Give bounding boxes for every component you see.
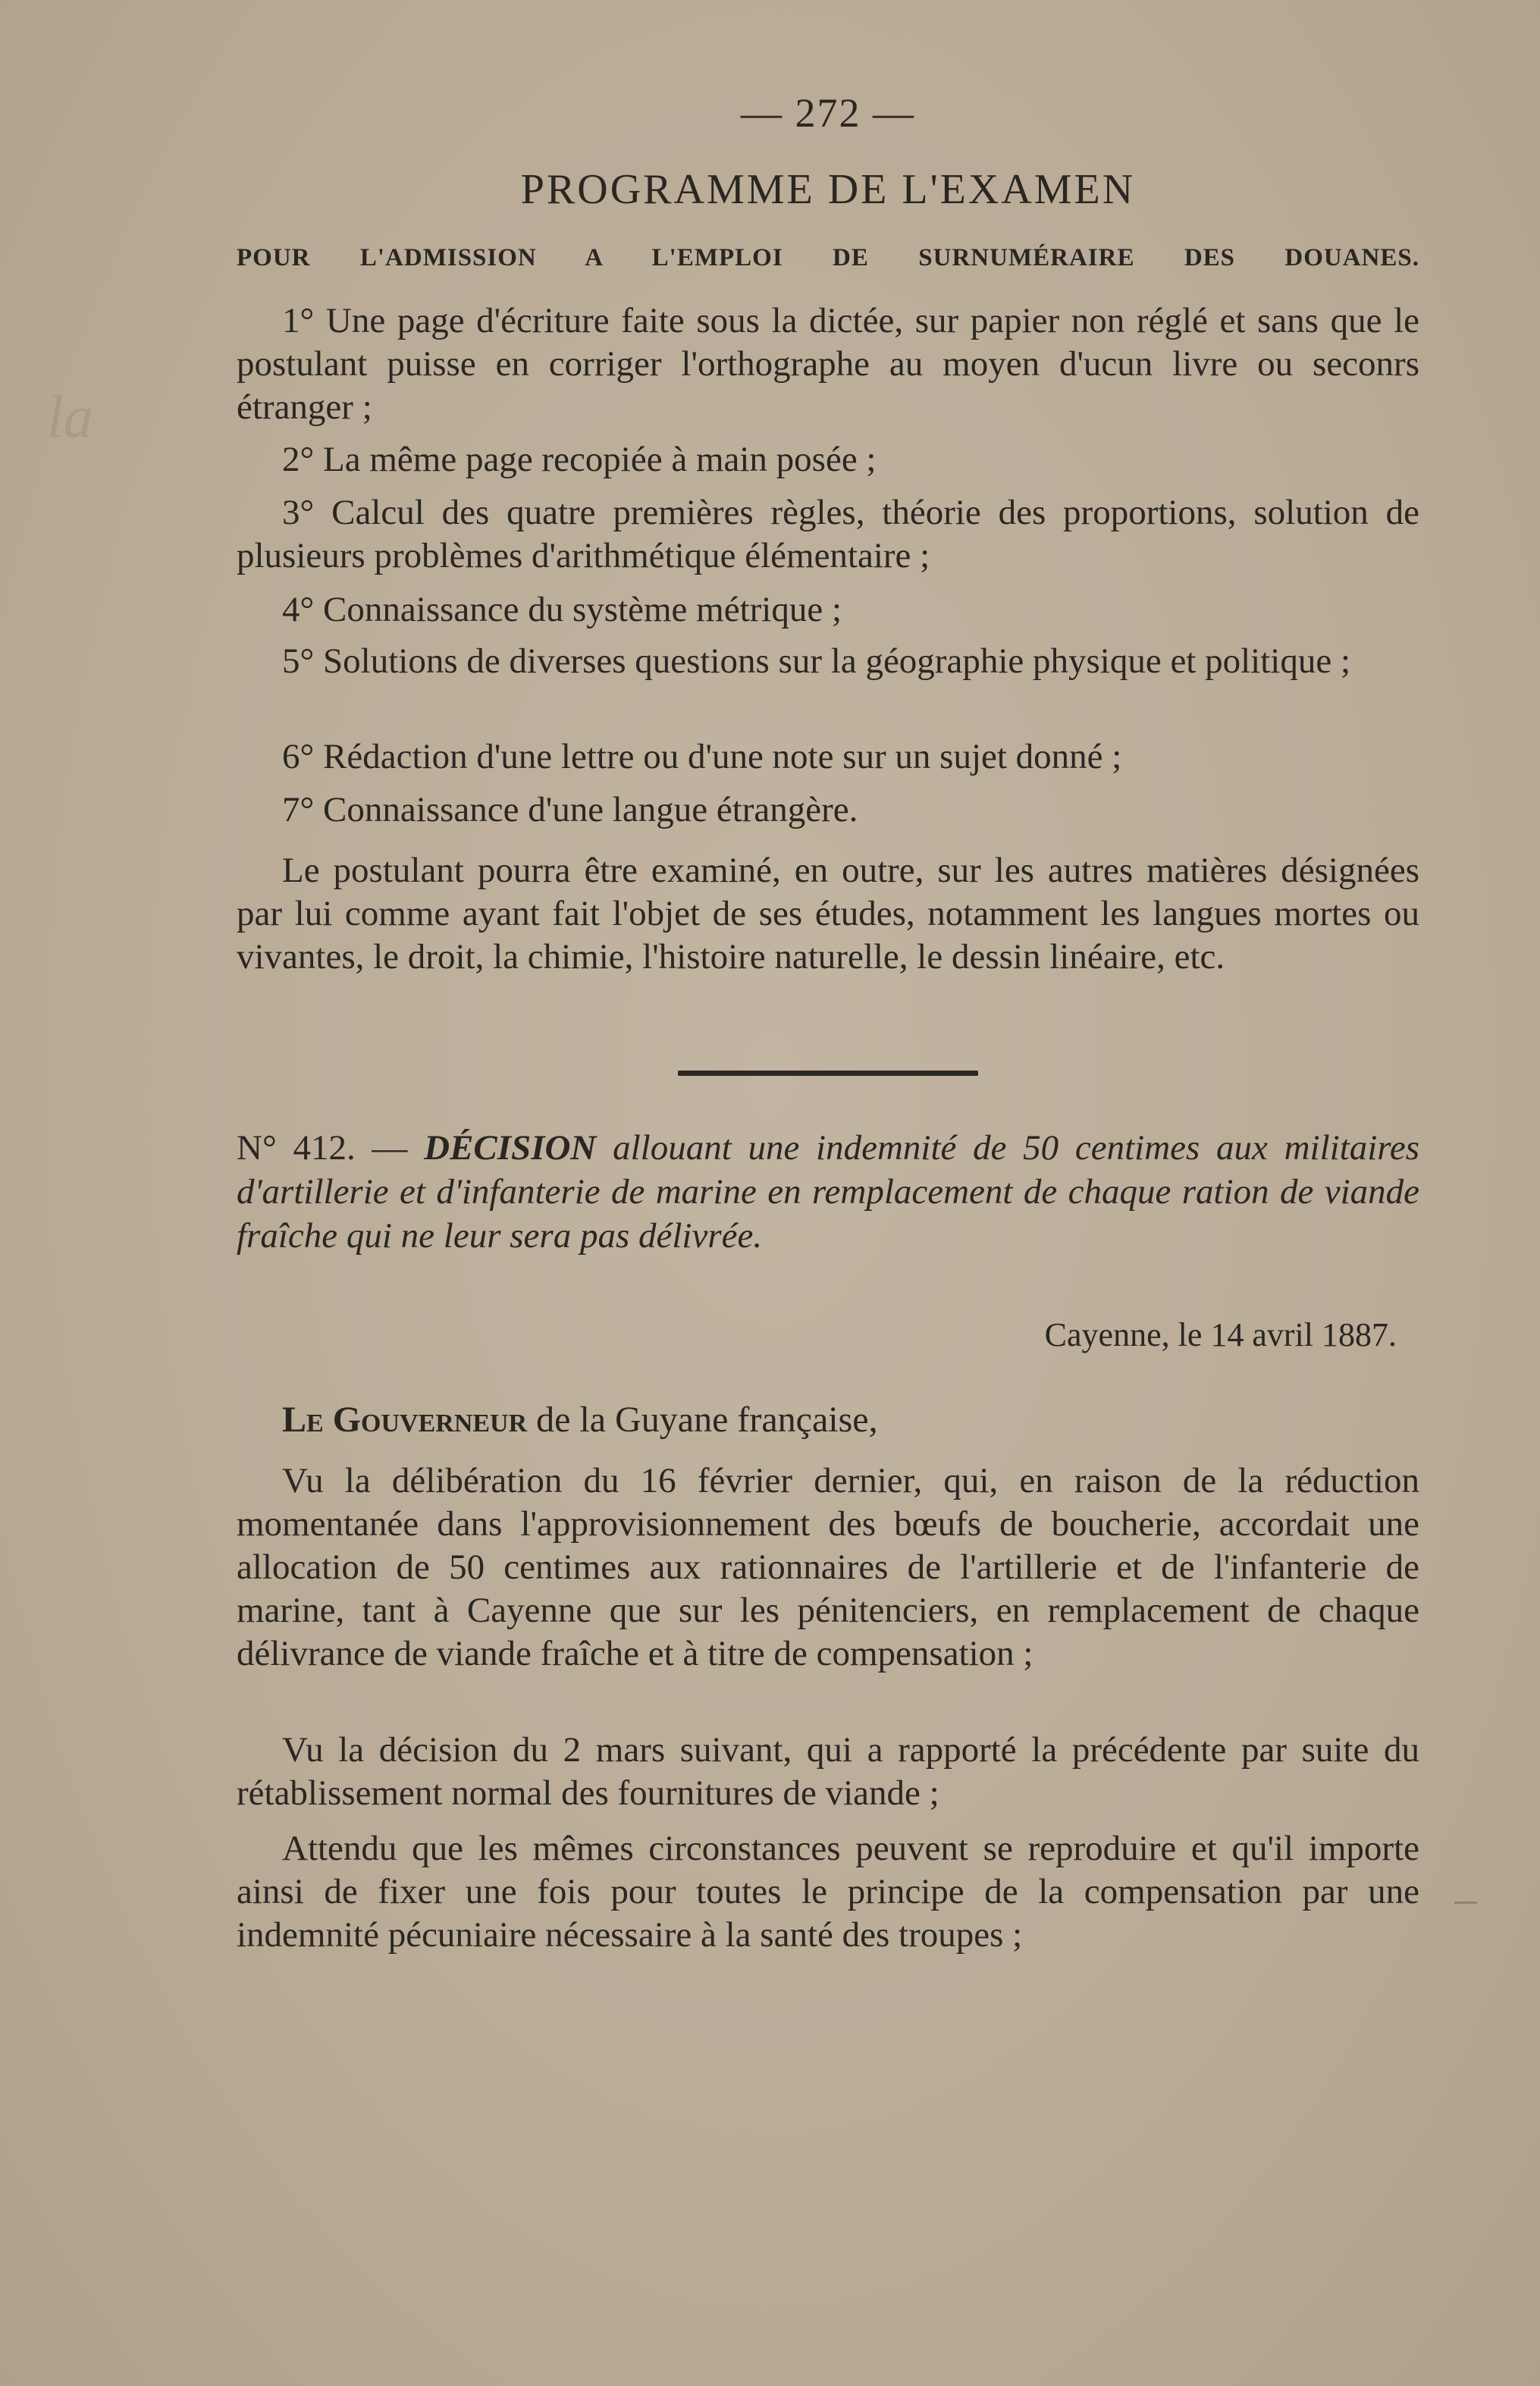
page-title: PROGRAMME DE L'EXAMEN xyxy=(520,166,1136,213)
list-item-3: 3° Calcul des quatre premières règles, théorie des proportions, solution de plusieurs problèmes d'arithmétique élémentaire ; xyxy=(237,493,1419,575)
paragraph-3: Attendu que les mêmes circonstances peuvent se reproduire et qu'il importe ainsi de fixer une fois pour toutes le principe de la compensation par une indemnité pécuniaire nécessaire à la santé des troupes ; xyxy=(237,1829,1419,1955)
governor-rest: de la Guyane française, xyxy=(536,1400,878,1440)
decision-text: allouant une indemnité de 50 centimes aux militaires d'artillerie et d'infanterie de marine en remplacement de chaque ration de viande fraîche qui ne leur sera pas délivrée. xyxy=(237,1128,1420,1256)
decision-number: N° 412. — xyxy=(237,1128,408,1168)
text-column xyxy=(237,0,1419,2386)
closing-paragraph: Le postulant pourra être examiné, en outre, sur les autres matières désignées par lui comme ayant fait l'objet de ses études, notamment les langues mortes ou vivantes, le droit, la chimie, l'histoire naturelle, le dessin linéaire, etc. xyxy=(237,851,1419,977)
list-item-7: 7° Connaissance d'une langue étrangère. xyxy=(282,790,858,829)
dateline: Cayenne, le 14 avril 1887. xyxy=(1044,1316,1397,1353)
list-item-6: 6° Rédaction d'une lettre ou d'une note sur un sujet donné ; xyxy=(282,737,1122,776)
governor-title: Le Gouverneur xyxy=(282,1400,528,1440)
list-item-1: 1° Une page d'écriture faite sous la dictée, sur papier non réglé et sans que le postulant puisse en corriger l'orthographe au moyen d'ucun livre ou seconrs étranger ; xyxy=(237,301,1419,427)
paragraph-2: Vu la décision du 2 mars suivant, qui a rapporté la précédente par suite du rétablissement normal des fournitures de viande ; xyxy=(237,1730,1419,1813)
list-item-5: 5° Solutions de diverses questions sur la géographie physique et politique ; xyxy=(282,641,1351,681)
list-item-4: 4° Connaissance du système métrique ; xyxy=(282,590,842,629)
margin-dash xyxy=(1454,1902,1477,1904)
paragraph-1: Vu la délibération du 16 février dernier, qui, en raison de la réduction momentanée dans l'approvisionnement des bœufs de boucherie, accordait une allocation de 50 centimes aux rationnaires de l'artillerie et de l'infanterie de marine, tant à Cayenne que sur les pénitenciers, en remplacement de chaque délivrance de viande fraîche et à titre de compensation ; xyxy=(237,1461,1419,1673)
section-divider xyxy=(678,1071,978,1076)
page-number: — 272 — xyxy=(741,90,915,136)
margin-annotation: la xyxy=(47,384,93,450)
decision-word: DÉCISION xyxy=(424,1128,597,1168)
page-subtitle: POUR L'ADMISSION A L'EMPLOI DE SURNUMÉRAIRE DES DOUANES. xyxy=(237,244,1419,271)
decision-heading xyxy=(237,1126,1419,1258)
list-item-2: 2° La même page recopiée à main posée ; xyxy=(282,440,877,479)
governor-line xyxy=(282,1399,878,1441)
